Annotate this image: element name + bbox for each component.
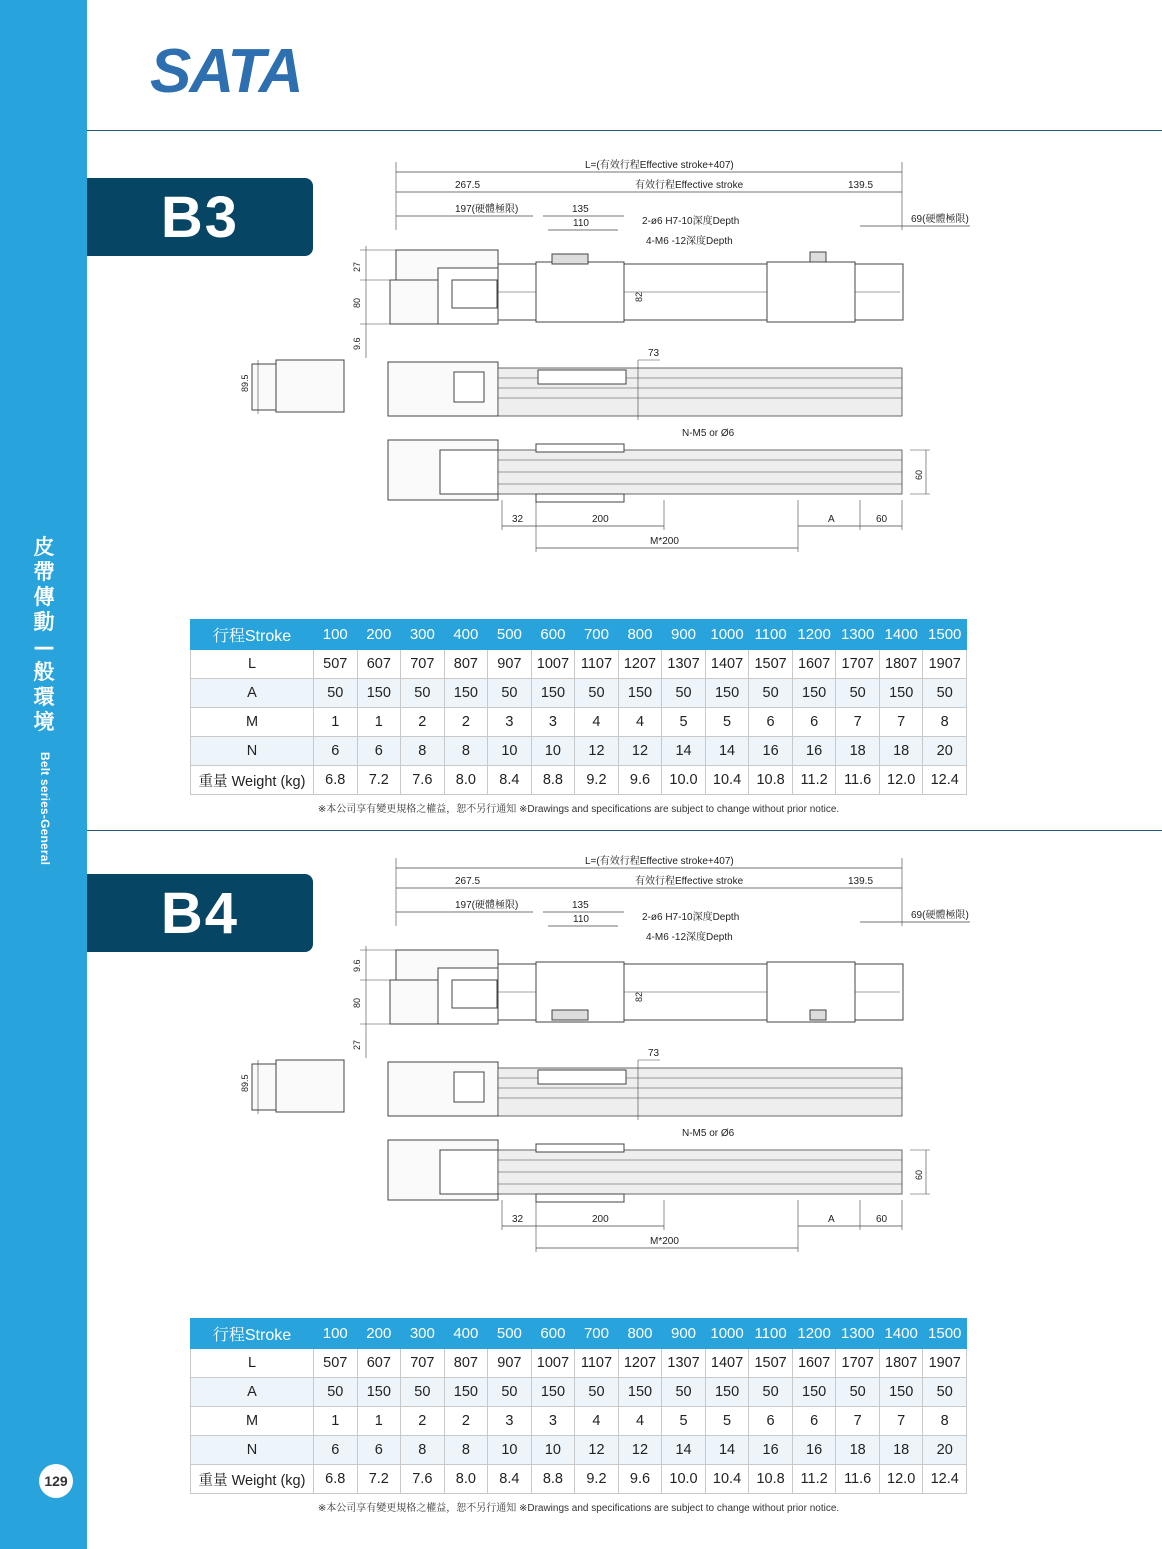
row-label: L xyxy=(191,1349,314,1378)
table-cell: 1507 xyxy=(749,650,793,679)
table-cell: 16 xyxy=(792,737,836,766)
part-outline xyxy=(536,444,624,452)
dim-label: 27 xyxy=(352,1039,362,1050)
table-cell: 9.2 xyxy=(575,1465,619,1494)
row-label: N xyxy=(191,737,314,766)
table-cell: 1 xyxy=(314,1407,358,1436)
table-cell: 7.2 xyxy=(357,1465,401,1494)
logo-text: SATA xyxy=(150,40,302,98)
table-cell: 2 xyxy=(444,1407,488,1436)
stroke-cell: 500 xyxy=(488,1319,532,1349)
table-cell: 1507 xyxy=(749,1349,793,1378)
table-row xyxy=(191,1407,967,1436)
table-cell: 11.6 xyxy=(836,1465,880,1494)
table-cell: 8.4 xyxy=(488,766,532,795)
dim-label: 73 xyxy=(648,1048,660,1059)
table-cell: 7 xyxy=(879,708,923,737)
table-cell: 5 xyxy=(705,708,749,737)
dim-label: 139.5 xyxy=(848,876,874,887)
part-outline xyxy=(538,370,626,384)
table-cell: 807 xyxy=(444,1349,488,1378)
stroke-cell: 1500 xyxy=(923,620,967,650)
table-cell: 607 xyxy=(357,650,401,679)
stroke-cell: 200 xyxy=(357,1319,401,1349)
table-cell: 3 xyxy=(488,708,532,737)
dim-label: 89.5 xyxy=(240,374,250,392)
dim-label: 200 xyxy=(592,514,609,525)
table-cell: 10.8 xyxy=(749,766,793,795)
table-cell: 150 xyxy=(792,679,836,708)
table-cell: 7 xyxy=(879,1407,923,1436)
table-cell: 8 xyxy=(444,1436,488,1465)
table-cell: 9.2 xyxy=(575,766,619,795)
table-cell: 50 xyxy=(575,1378,619,1407)
row-label: L xyxy=(191,650,314,679)
table-cell: 707 xyxy=(401,650,445,679)
table-cell: 1007 xyxy=(531,650,575,679)
dim-label: N-M5 or Ø6 xyxy=(682,428,735,439)
sidebar-title-char: 傳 xyxy=(33,585,55,609)
stroke-cell: 1000 xyxy=(705,620,749,650)
table-cell: 50 xyxy=(923,1378,967,1407)
table-cell: 20 xyxy=(923,1436,967,1465)
table-cell: 1807 xyxy=(879,1349,923,1378)
table-cell: 14 xyxy=(705,737,749,766)
part-outline xyxy=(552,254,588,264)
table-cell: 150 xyxy=(357,679,401,708)
table-cell: 5 xyxy=(705,1407,749,1436)
table-cell: 3 xyxy=(531,1407,575,1436)
table-cell: 7.6 xyxy=(401,1465,445,1494)
table-cell: 6 xyxy=(357,737,401,766)
table-cell: 5 xyxy=(662,708,706,737)
table-cell: 6 xyxy=(792,1407,836,1436)
table-cell: 1107 xyxy=(575,1349,619,1378)
table-cell: 12 xyxy=(575,1436,619,1465)
table-row xyxy=(191,650,967,679)
table-cell: 150 xyxy=(705,1378,749,1407)
table-cell: 3 xyxy=(488,1407,532,1436)
dim-label: 60 xyxy=(914,469,924,480)
table-cell: 10.8 xyxy=(749,1465,793,1494)
dim-label: 60 xyxy=(876,1214,888,1225)
dim-label: L=(有效行程Effective stroke+407) xyxy=(585,160,734,171)
part-outline xyxy=(538,1070,626,1084)
table-cell: 8.0 xyxy=(444,1465,488,1494)
stroke-cell: 1100 xyxy=(749,1319,793,1349)
table-cell: 4 xyxy=(618,708,662,737)
table-cell: 50 xyxy=(923,679,967,708)
sidebar-title-char: — xyxy=(33,635,55,659)
table-cell: 11.6 xyxy=(836,766,880,795)
stroke-cell: 700 xyxy=(575,620,619,650)
dim-label: 197(硬體極限) xyxy=(455,900,519,911)
row-label: 重量 Weight (kg) xyxy=(191,766,314,795)
stroke-cell: 100 xyxy=(314,1319,358,1349)
table-cell: 1307 xyxy=(662,650,706,679)
part-outline xyxy=(454,1072,484,1102)
table-row xyxy=(191,1465,967,1494)
table-cell: 50 xyxy=(401,1378,445,1407)
spec-table xyxy=(190,1318,967,1494)
dim-label: 110 xyxy=(573,218,589,229)
table-cell: 150 xyxy=(357,1378,401,1407)
table-cell: 607 xyxy=(357,1349,401,1378)
dim-label: 139.5 xyxy=(848,180,874,191)
table-cell: 1607 xyxy=(792,650,836,679)
table-cell: 16 xyxy=(792,1436,836,1465)
sata-logo xyxy=(148,40,318,98)
table-cell: 50 xyxy=(836,679,880,708)
table-cell: 907 xyxy=(488,1349,532,1378)
part-outline xyxy=(252,364,276,410)
table-cell: 150 xyxy=(618,1378,662,1407)
table-cell: 12 xyxy=(618,1436,662,1465)
table-cell: 150 xyxy=(444,679,488,708)
stroke-cell: 800 xyxy=(618,620,662,650)
header-label: 行程Stroke xyxy=(191,620,314,650)
stroke-cell: 1300 xyxy=(836,1319,880,1349)
table-cell: 9.6 xyxy=(618,1465,662,1494)
table-cell: 50 xyxy=(488,1378,532,1407)
part-outline xyxy=(252,1064,276,1110)
dim-label: 32 xyxy=(512,514,524,525)
dim-label: 267.5 xyxy=(455,180,481,191)
dim-label: 82 xyxy=(634,991,644,1002)
table-cell: 12 xyxy=(575,737,619,766)
stroke-cell: 500 xyxy=(488,620,532,650)
dim-label: M*200 xyxy=(650,536,679,547)
table-cell: 50 xyxy=(314,1378,358,1407)
table-cell: 5 xyxy=(662,1407,706,1436)
table-cell: 1007 xyxy=(531,1349,575,1378)
part-outline xyxy=(454,372,484,402)
dim-label: 267.5 xyxy=(455,876,481,887)
table-cell: 12.0 xyxy=(879,1465,923,1494)
table-cell: 7 xyxy=(836,1407,880,1436)
table-cell: 707 xyxy=(401,1349,445,1378)
table-row xyxy=(191,679,967,708)
table-cell: 10 xyxy=(488,737,532,766)
stroke-cell: 400 xyxy=(444,620,488,650)
row-label: M xyxy=(191,708,314,737)
dim-label: 9.6 xyxy=(352,959,362,972)
table-cell: 1907 xyxy=(923,650,967,679)
dim-label: 60 xyxy=(876,514,888,525)
dim-label: M*200 xyxy=(650,1236,679,1247)
dim-label: 69(硬體極限) xyxy=(911,910,969,921)
table-header-row xyxy=(191,620,967,650)
table-cell: 3 xyxy=(531,708,575,737)
row-label: A xyxy=(191,1378,314,1407)
table-row xyxy=(191,1349,967,1378)
table-cell: 150 xyxy=(618,679,662,708)
dim-label: 9.6 xyxy=(352,337,362,350)
stroke-cell: 1200 xyxy=(792,1319,836,1349)
dim-label: 4-M6 -12深度Depth xyxy=(646,932,733,943)
table-cell: 1 xyxy=(314,708,358,737)
dim-label: 80 xyxy=(352,297,362,308)
part-outline xyxy=(452,980,497,1008)
stroke-cell: 1400 xyxy=(879,1319,923,1349)
stroke-cell: 900 xyxy=(662,620,706,650)
table-cell: 150 xyxy=(879,679,923,708)
sidebar-title-char: 帶 xyxy=(33,560,55,584)
stroke-cell: 1000 xyxy=(705,1319,749,1349)
table-cell: 1 xyxy=(357,708,401,737)
part-outline xyxy=(390,980,440,1024)
table-cell: 18 xyxy=(836,737,880,766)
model-tag: B4 xyxy=(87,874,313,952)
stroke-cell: 1200 xyxy=(792,620,836,650)
stroke-cell: 200 xyxy=(357,620,401,650)
dim-label: 135 xyxy=(572,900,589,911)
table-cell: 11.2 xyxy=(792,766,836,795)
table-cell: 16 xyxy=(749,737,793,766)
table-cell: 10.0 xyxy=(662,766,706,795)
table-cell: 150 xyxy=(444,1378,488,1407)
table-row xyxy=(191,1378,967,1407)
table-cell: 8.4 xyxy=(488,1465,532,1494)
table-cell: 50 xyxy=(488,679,532,708)
table-cell: 150 xyxy=(705,679,749,708)
table-cell: 507 xyxy=(314,1349,358,1378)
dim-label: 200 xyxy=(592,1214,609,1225)
table-cell: 50 xyxy=(749,679,793,708)
table-cell: 1107 xyxy=(575,650,619,679)
table-cell: 1707 xyxy=(836,650,880,679)
table-cell: 1 xyxy=(357,1407,401,1436)
part-outline xyxy=(440,450,498,494)
table-cell: 8 xyxy=(401,737,445,766)
table-cell: 18 xyxy=(836,1436,880,1465)
sidebar-title-en: Belt series-General xyxy=(38,752,52,866)
part-outline xyxy=(390,280,440,324)
row-label: A xyxy=(191,679,314,708)
dim-label: 69(硬體極限) xyxy=(911,214,969,225)
model-tag: B3 xyxy=(87,178,313,256)
table-cell: 150 xyxy=(879,1378,923,1407)
stroke-cell: 800 xyxy=(618,1319,662,1349)
stroke-cell: 1400 xyxy=(879,620,923,650)
dim-label: 80 xyxy=(352,997,362,1008)
table-cell: 1907 xyxy=(923,1349,967,1378)
stroke-cell: 700 xyxy=(575,1319,619,1349)
stroke-cell: 1100 xyxy=(749,620,793,650)
sidebar-title-char: 皮 xyxy=(33,535,55,559)
table-cell: 12 xyxy=(618,737,662,766)
stroke-cell: 1500 xyxy=(923,1319,967,1349)
sidebar-title-char: 環 xyxy=(33,685,55,709)
stroke-cell: 400 xyxy=(444,1319,488,1349)
row-label: 重量 Weight (kg) xyxy=(191,1465,314,1494)
dim-label: 4-M6 -12深度Depth xyxy=(646,236,733,247)
table-cell: 50 xyxy=(749,1378,793,1407)
table-row xyxy=(191,1436,967,1465)
dim-label: N-M5 or Ø6 xyxy=(682,1128,735,1139)
table-cell: 50 xyxy=(575,679,619,708)
dim-label: 32 xyxy=(512,1214,524,1225)
table-cell: 14 xyxy=(662,1436,706,1465)
table-cell: 4 xyxy=(575,1407,619,1436)
table-cell: 50 xyxy=(836,1378,880,1407)
row-label: N xyxy=(191,1436,314,1465)
table-cell: 8 xyxy=(401,1436,445,1465)
stroke-cell: 300 xyxy=(401,1319,445,1349)
stroke-cell: 1300 xyxy=(836,620,880,650)
stroke-cell: 600 xyxy=(531,1319,575,1349)
table-cell: 1407 xyxy=(705,1349,749,1378)
table-cell: 1407 xyxy=(705,650,749,679)
table-cell: 6.8 xyxy=(314,1465,358,1494)
table-cell: 14 xyxy=(705,1436,749,1465)
part-outline xyxy=(536,262,624,322)
spec-table xyxy=(190,619,967,795)
table-cell: 1807 xyxy=(879,650,923,679)
table-cell: 12.4 xyxy=(923,766,967,795)
disclaimer-note: ※本公司享有變更規格之權益，恕不另行通知 ※Drawings and specifications are subject to change without prior notice. xyxy=(317,804,840,815)
table-cell: 150 xyxy=(531,1378,575,1407)
table-cell: 11.2 xyxy=(792,1465,836,1494)
row-label: M xyxy=(191,1407,314,1436)
table-cell: 50 xyxy=(662,1378,706,1407)
table-cell: 10.4 xyxy=(705,1465,749,1494)
dim-label: 60 xyxy=(914,1169,924,1180)
table-cell: 8.0 xyxy=(444,766,488,795)
table-cell: 8 xyxy=(444,737,488,766)
table-cell: 12.0 xyxy=(879,766,923,795)
table-row xyxy=(191,737,967,766)
table-cell: 8.8 xyxy=(531,766,575,795)
table-cell: 10.0 xyxy=(662,1465,706,1494)
dim-label: 27 xyxy=(352,261,362,272)
part-outline xyxy=(810,1010,826,1020)
header-label: 行程Stroke xyxy=(191,1319,314,1349)
table-cell: 907 xyxy=(488,650,532,679)
disclaimer-note: ※本公司享有變更規格之權益，恕不另行通知 ※Drawings and specifications are subject to change without prior notice. xyxy=(317,1503,840,1514)
part-outline xyxy=(536,494,624,502)
sidebar-title-char: 境 xyxy=(33,710,55,734)
table-cell: 50 xyxy=(662,679,706,708)
dim-label: 有效行程Effective stroke xyxy=(635,180,744,191)
dimension-drawing xyxy=(230,826,1000,1286)
table-cell: 10 xyxy=(531,1436,575,1465)
table-cell: 9.6 xyxy=(618,766,662,795)
table-cell: 1207 xyxy=(618,1349,662,1378)
table-cell: 20 xyxy=(923,737,967,766)
table-cell: 807 xyxy=(444,650,488,679)
part-outline xyxy=(767,262,855,322)
table-cell: 6.8 xyxy=(314,766,358,795)
table-cell: 150 xyxy=(531,679,575,708)
table-cell: 16 xyxy=(749,1436,793,1465)
page-number: 129 xyxy=(39,1464,73,1498)
table-header-row xyxy=(191,1319,967,1349)
dim-label: 有效行程Effective stroke xyxy=(635,876,744,887)
dim-label: 2-ø6 H7-10深度Depth xyxy=(642,216,740,227)
table-cell: 12.4 xyxy=(923,1465,967,1494)
part-outline xyxy=(276,360,344,412)
table-row xyxy=(191,708,967,737)
part-outline xyxy=(536,1144,624,1152)
table-cell: 507 xyxy=(314,650,358,679)
table-cell: 1607 xyxy=(792,1349,836,1378)
table-cell: 4 xyxy=(618,1407,662,1436)
table-cell: 7 xyxy=(836,708,880,737)
table-cell: 7.2 xyxy=(357,766,401,795)
table-cell: 2 xyxy=(401,708,445,737)
part-outline xyxy=(452,280,497,308)
table-row xyxy=(191,766,967,795)
table-cell: 14 xyxy=(662,737,706,766)
dimension-drawing xyxy=(230,130,1000,590)
table-cell: 2 xyxy=(401,1407,445,1436)
table-cell: 10 xyxy=(488,1436,532,1465)
dim-label: 82 xyxy=(634,291,644,302)
dim-label: A xyxy=(828,1214,835,1225)
dim-label: 73 xyxy=(648,348,660,359)
stroke-cell: 600 xyxy=(531,620,575,650)
table-cell: 6 xyxy=(749,1407,793,1436)
table-cell: 10 xyxy=(531,737,575,766)
table-cell: 6 xyxy=(357,1436,401,1465)
dim-label: L=(有效行程Effective stroke+407) xyxy=(585,856,734,867)
part-outline xyxy=(810,252,826,262)
part-outline xyxy=(276,1060,344,1112)
sidebar-title-char: 般 xyxy=(33,660,55,684)
table-cell: 50 xyxy=(314,679,358,708)
dim-label: 110 xyxy=(573,914,589,925)
sidebar-title-zh xyxy=(30,535,58,735)
stroke-cell: 300 xyxy=(401,620,445,650)
sidebar-title-char: 動 xyxy=(33,610,55,634)
stroke-cell: 100 xyxy=(314,620,358,650)
part-outline xyxy=(552,1010,588,1020)
sidebar xyxy=(0,0,87,1549)
table-cell: 6 xyxy=(792,708,836,737)
table-cell: 4 xyxy=(575,708,619,737)
table-cell: 6 xyxy=(749,708,793,737)
table-cell: 8.8 xyxy=(531,1465,575,1494)
table-cell: 1707 xyxy=(836,1349,880,1378)
dim-label: 135 xyxy=(572,204,589,215)
table-cell: 8 xyxy=(923,1407,967,1436)
part-outline xyxy=(440,1150,498,1194)
table-cell: 6 xyxy=(314,737,358,766)
table-cell: 1307 xyxy=(662,1349,706,1378)
table-cell: 1207 xyxy=(618,650,662,679)
table-cell: 18 xyxy=(879,737,923,766)
stroke-cell: 900 xyxy=(662,1319,706,1349)
table-cell: 150 xyxy=(792,1378,836,1407)
table-cell: 7.6 xyxy=(401,766,445,795)
table-cell: 50 xyxy=(401,679,445,708)
table-cell: 2 xyxy=(444,708,488,737)
dim-label: 197(硬體極限) xyxy=(455,204,519,215)
dim-label: A xyxy=(828,514,835,525)
part-outline xyxy=(536,1194,624,1202)
table-cell: 8 xyxy=(923,708,967,737)
table-cell: 6 xyxy=(314,1436,358,1465)
table-cell: 10.4 xyxy=(705,766,749,795)
dim-label: 89.5 xyxy=(240,1074,250,1092)
dim-label: 2-ø6 H7-10深度Depth xyxy=(642,912,740,923)
table-cell: 18 xyxy=(879,1436,923,1465)
